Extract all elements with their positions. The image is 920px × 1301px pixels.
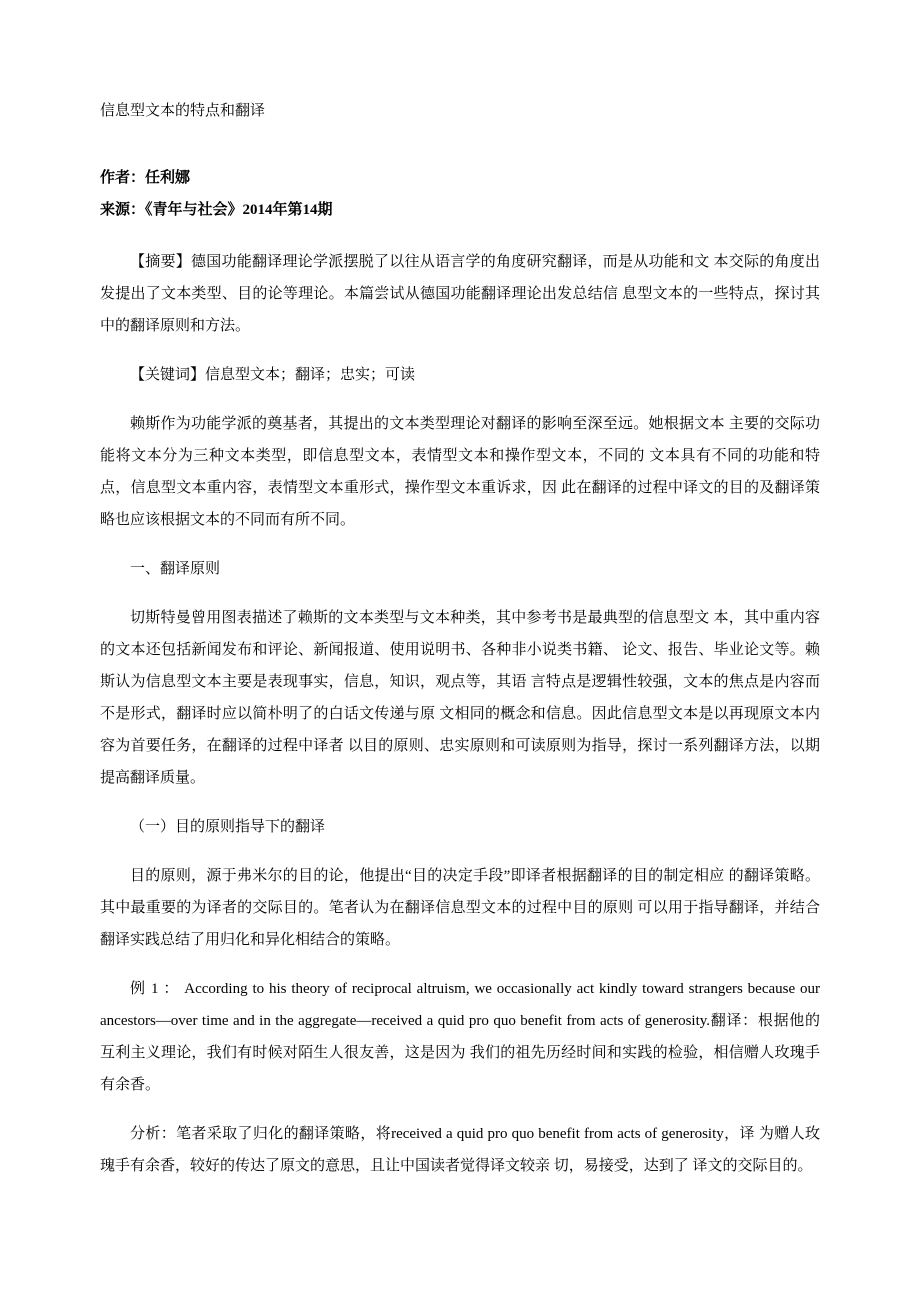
source-line: 来源：《青年与社会》2014年第14期 — [100, 202, 333, 218]
section-heading-translation-principles: 一、翻译原则 — [130, 561, 221, 577]
paragraph-analysis: 分析：笔者采取了归化的翻译策略，将received a quid pro quo benefit from acts of generosity，译 为赠人玫瑰手有余香，较好的传达了原文的意思，且让中国读者觉得译文较亲 切，易接受，达到了 译文的交际目的。 — [100, 1126, 820, 1174]
paragraph-abstract: 【摘要】德国功能翻译理论学派摆脱了以往从语言学的角度研究翻译，而是从功能和文 本交际的角度出发提出了文本类型、目的论等理论。本篇尝试从德国功能翻译理论出发总结信 息型文本的一些特点，探讨其中的翻译原则和方法。 — [100, 254, 820, 334]
paragraph-text-types: 切斯特曼曾用图表描述了赖斯的文本类型与文本种类，其中参考书是最典型的信息型文 本，其中重内容的文本还包括新闻发布和评论、新闻报道、使用说明书、各种非小说类书籍、 论文、报告、毕业论文等。赖斯认为信息型文本主要是表现事实，信息，知识，观点等，其语 言特点是逻辑性较强，文本的焦点是内容而不是形式，翻译时应以简朴明了的白话文传递与原 文相同的概念和信息。因此信息型文本是以再现原文本内容为首要任务，在翻译的过程中译者 以目的原则、忠实原则和可读原则为指导，探讨一系列翻译方法，以期提高翻译质量。 — [100, 610, 820, 786]
subsection-heading-skopos-principle: （一）目的原则指导下的翻译 — [130, 819, 326, 835]
paragraph-keywords: 【关键词】信息型文本；翻译；忠实；可读 — [130, 367, 416, 383]
paragraph-example-1: 例 1 ： According to his theory of reciprocal altruism, we occasionally act kindly toward strangers because our ancestors—over time and in the aggregate—received a quid pro quo benefit from acts of generosity.翻译：根据他的互利主义理论，我们有时候对陌生人很友善，这是因为 我们的祖先历经时间和实践的检验，相信赠人玫瑰手有余香。 — [100, 981, 820, 1093]
document-title: 信息型文本的特点和翻译 — [100, 103, 266, 119]
paragraph-intro: 赖斯作为功能学派的奠基者，其提出的文本类型理论对翻译的影响至深至远。她根据文本 主要的交际功能将文本分为三种文本类型，即信息型文本，表情型文本和操作型文本，不同的 文本具有不同的功能和特点，信息型文本重内容，表情型文本重形式，操作型文本重诉求，因 此在翻译的过程中译文的目的及翻译策略也应该根据文本的不同而有所不同。 — [100, 416, 820, 528]
author-line: 作者：任利娜 — [100, 170, 191, 186]
paragraph-skopos: 目的原则，源于弗米尔的目的论，他提出“目的决定手段”即译者根据翻译的目的制定相应 的翻译策略。其中最重要的为译者的交际目的。笔者认为在翻译信息型文本的过程中目的原则 可以用于指导翻译，并结合翻译实践总结了用归化和异化相结合的策略。 — [100, 868, 820, 948]
